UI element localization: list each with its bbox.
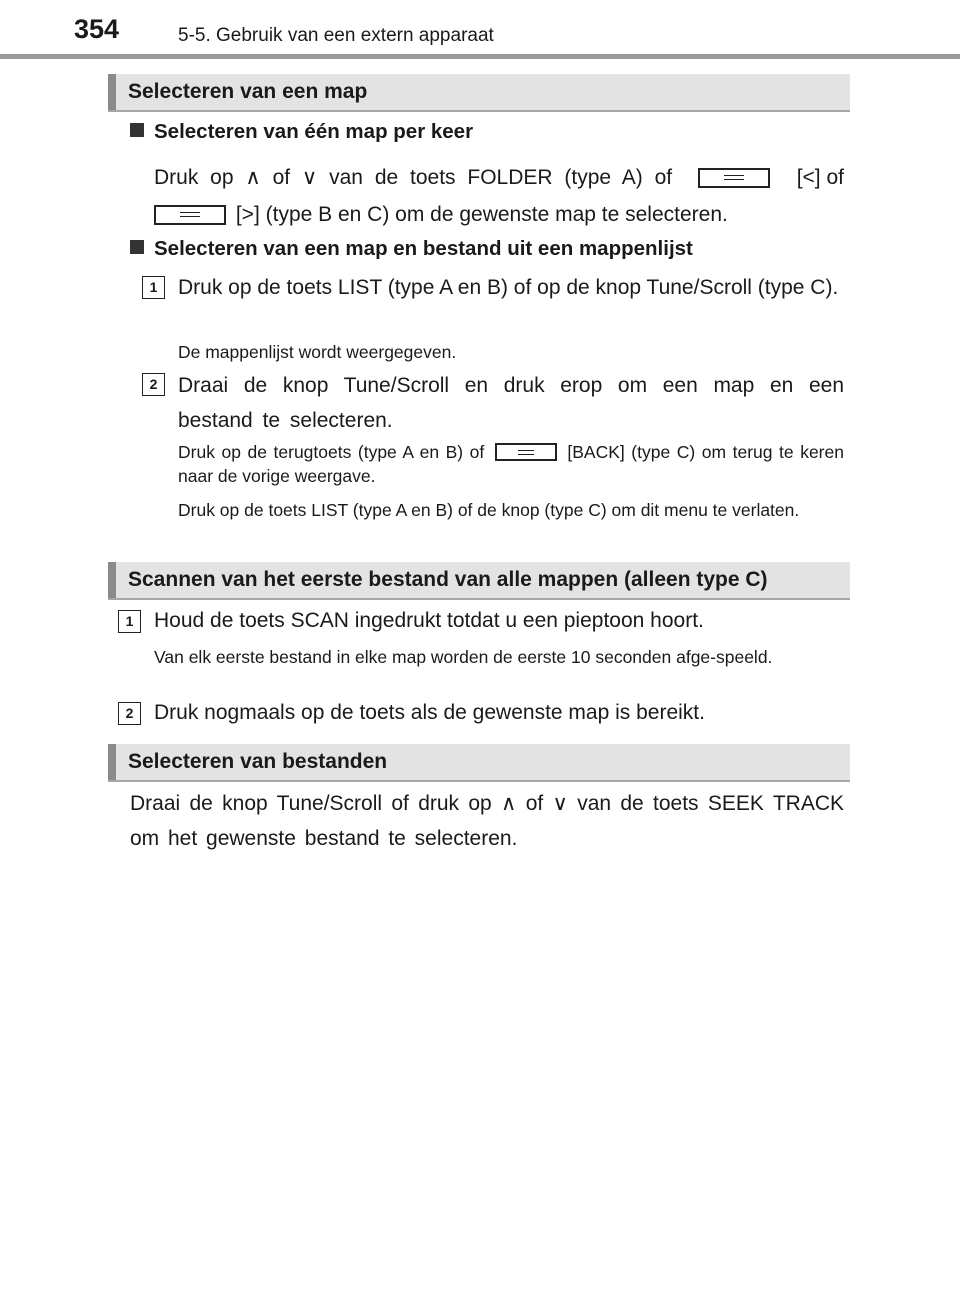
step-text: Draai de knop Tune/Scroll en druk erop om een map en een bestand te selecteren.: [178, 374, 844, 432]
section-heading-scan: [108, 562, 850, 600]
paragraph-select-files: Draai de knop Tune/Scroll of druk op ∧ of ∨ van de toets SEEK TRACK om het gewenste bestand te selecteren.: [130, 792, 844, 850]
subheading-text: Selecteren van een map en bestand uit een mappenlijst: [154, 237, 693, 260]
section-title: Scannen van het eerste bestand van alle mappen (alleen type C): [128, 568, 768, 591]
back-button-icon: [495, 443, 557, 461]
step-note: Van elk eerste bestand in elke map worden de eerste 10 seconden afge-speeld.: [154, 647, 773, 667]
subheading-one-folder: [130, 120, 473, 144]
step-text: Druk nogmaals op de toets als de gewenste map is bereikt.: [154, 701, 705, 724]
square-bullet-icon: [130, 123, 144, 137]
section-accent: [108, 562, 116, 598]
section-heading-select-files: [108, 744, 850, 782]
section-title: Selecteren van een map: [128, 80, 368, 103]
section-accent: [108, 744, 116, 780]
step-text: Houd de toets SCAN ingedrukt totdat u een pieptoon hoort.: [154, 609, 704, 632]
step-note: [178, 440, 844, 488]
paragraph-text: [<] of: [796, 166, 844, 189]
step-note: De mappenlijst wordt weergegeven.: [178, 342, 457, 362]
folder-prev-button-icon: [698, 168, 770, 188]
paragraph-folder-buttons: [154, 159, 844, 233]
section-accent: [108, 74, 116, 110]
section-heading-select-folder: [108, 74, 850, 112]
page-number: 354: [74, 14, 120, 44]
section-title: Selecteren van bestanden: [128, 750, 388, 773]
square-bullet-icon: [130, 240, 144, 254]
paragraph-text: Druk op ∧ of ∨ van de toets FOLDER (type A) of: [154, 166, 673, 189]
step-number-box: 2: [118, 702, 141, 725]
running-title: 5-5. Gebruik van een extern apparaat: [178, 25, 494, 46]
step-number-box: 2: [142, 373, 165, 396]
note-text: [BACK] (type C) om terug te keren naar de vorige weergave.: [178, 442, 844, 486]
step-number-box: 1: [142, 276, 165, 299]
folder-next-button-icon: [154, 205, 226, 225]
subheading-folder-list: [130, 237, 693, 261]
step-note: Druk op de toets LIST (type A en B) of de knop (type C) om dit menu te verlaten.: [178, 500, 800, 520]
step-text: Druk op de toets LIST (type A en B) of op de knop Tune/Scroll (type C).: [178, 276, 839, 299]
header-rule: [0, 54, 960, 59]
step-number-box: 1: [118, 610, 141, 633]
note-text: Druk op de terugtoets (type A en B) of: [178, 442, 485, 462]
paragraph-text: [>] (type B en C) om de gewenste map te selecteren.: [235, 203, 728, 226]
subheading-text: Selecteren van één map per keer: [154, 120, 474, 143]
